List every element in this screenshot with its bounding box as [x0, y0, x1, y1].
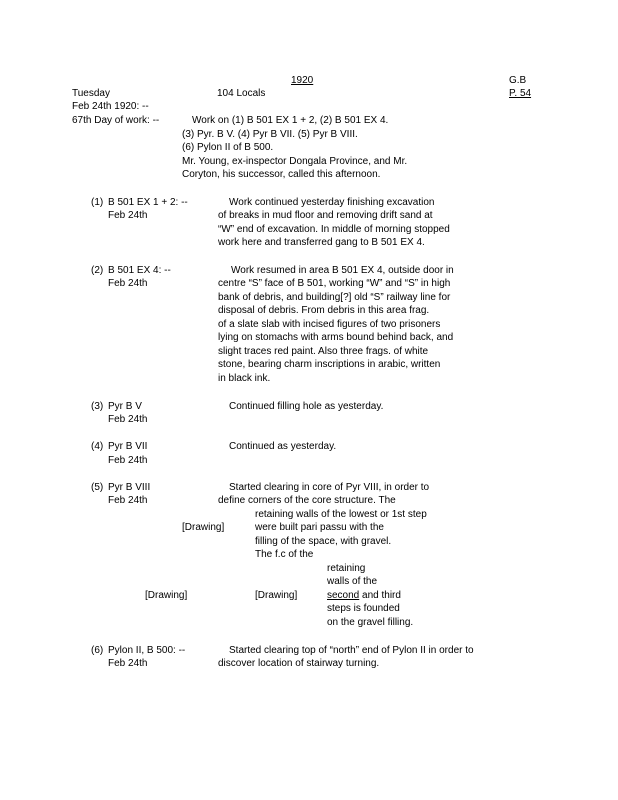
- entry-text-line: Continued filling hole as yesterday.: [229, 401, 384, 412]
- drawing-placeholder: [Drawing]: [255, 590, 298, 601]
- day-of-work: 67th Day of work: --: [72, 115, 160, 126]
- locals-count: 104 Locals: [217, 88, 266, 99]
- weekday: Tuesday: [72, 88, 110, 99]
- entry-text-line: [327, 589, 401, 602]
- entry-text-line: Work resumed in area B 501 EX 4, outside door in: [231, 265, 454, 276]
- entry-text-line: centre “S” face of B 501, working “W” and “S” in high: [218, 278, 451, 289]
- entry-title: Pyr B VIII: [108, 482, 151, 493]
- entry-number: (1): [91, 197, 104, 208]
- line-remainder: and third: [359, 590, 401, 601]
- entry-text-line: stone, bearing charm inscriptions in arabic, written: [218, 359, 441, 370]
- entry-date: Feb 24th 1920: --: [72, 101, 149, 112]
- entry-title: B 501 EX 1 + 2: --: [108, 197, 188, 208]
- entry-title: Pyr B V: [108, 401, 142, 412]
- entry-date: Feb 24th: [108, 278, 148, 289]
- year-heading: 1920: [291, 75, 314, 86]
- entry-text-line: Work continued yesterday finishing excavation: [229, 197, 435, 208]
- entry-number: (4): [91, 441, 104, 452]
- summary-line: Coryton, his successor, called this afternoon.: [182, 169, 381, 180]
- entry-text-line: retaining: [327, 563, 366, 574]
- entry-number: (6): [91, 645, 104, 656]
- entry-text-line: Continued as yesterday.: [229, 441, 337, 452]
- entry-text-line: The f.c of the: [255, 549, 314, 560]
- entry-title: Pyr B VII: [108, 441, 148, 452]
- entry-text-line: were built pari passu with the: [255, 522, 384, 533]
- entry-text-line: on the gravel filling.: [327, 617, 414, 628]
- entry-text-line: of breaks in mud floor and removing drift sand at: [218, 210, 433, 221]
- entry-title: B 501 EX 4: --: [108, 265, 171, 276]
- entry-text-line: discover location of stairway turning.: [218, 658, 380, 669]
- summary-line: Mr. Young, ex-inspector Dongala Province, and Mr.: [182, 156, 408, 167]
- entry-text-line: in black ink.: [218, 373, 271, 384]
- underlined-word: second: [327, 590, 360, 601]
- entry-date: Feb 24th: [108, 455, 148, 466]
- entry-title: Pylon II, B 500: --: [108, 645, 186, 656]
- summary-line: (6) Pylon II of B 500.: [182, 142, 274, 153]
- entry-text-line: define corners of the core structure. The: [218, 495, 396, 506]
- entry-text-line: steps is founded: [327, 603, 400, 614]
- entry-text-line: slight traces red paint. Also three frags. of white: [218, 346, 429, 357]
- entry-text-line: filling of the space, with gravel.: [255, 536, 392, 547]
- entry-text-line: Started clearing top of “north” end of Pylon II in order to: [229, 645, 474, 656]
- entry-date: Feb 24th: [108, 495, 148, 506]
- entry-number: (3): [91, 401, 104, 412]
- entry-text-line: work here and transferred gang to B 501 EX 4.: [218, 237, 425, 248]
- entry-date: Feb 24th: [108, 210, 148, 221]
- summary-line: Work on (1) B 501 EX 1 + 2, (2) B 501 EX 4.: [192, 115, 389, 126]
- entry-text-line: Started clearing in core of Pyr VIII, in order to: [229, 482, 430, 493]
- summary-line: (3) Pyr. B V. (4) Pyr B VII. (5) Pyr B VIII.: [182, 129, 358, 140]
- entry-text-line: retaining walls of the lowest or 1st step: [255, 509, 427, 520]
- page-number: P. 54: [509, 88, 532, 99]
- drawing-placeholder: [Drawing]: [145, 590, 188, 601]
- drawing-placeholder: [Drawing]: [182, 522, 225, 533]
- entry-text-line: bank of debris, and building[?] old “S” railway line for: [218, 292, 451, 303]
- initials: G.B: [509, 75, 527, 86]
- entry-number: (2): [91, 265, 104, 276]
- entry-number: (5): [91, 482, 104, 493]
- entry-text-line: “W” end of excavation. In middle of morning stopped: [218, 224, 450, 235]
- entry-date: Feb 24th: [108, 414, 148, 425]
- entry-text-line: of a slate slab with incised figures of two prisoners: [218, 319, 441, 330]
- entry-text-line: lying on stomachs with arms bound behind back, and: [218, 332, 454, 343]
- entry-text-line: disposal of debris. From debris in this area frag.: [218, 305, 430, 316]
- entry-date: Feb 24th: [108, 658, 148, 669]
- entry-text-line: walls of the: [327, 576, 378, 587]
